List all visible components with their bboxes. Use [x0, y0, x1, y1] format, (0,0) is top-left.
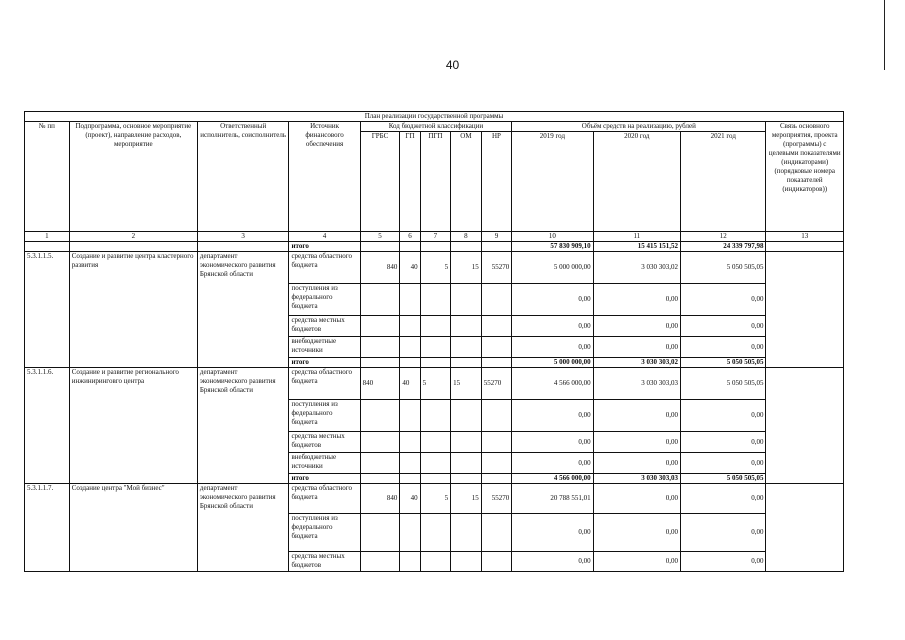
col-num: 13: [766, 232, 844, 242]
col-num: 3: [197, 232, 289, 242]
value-2020: 0,00: [593, 337, 680, 358]
source-extra: внебюджетные источники: [289, 453, 360, 474]
gp: 40: [400, 484, 420, 514]
header-source: Источник финансового обеспечения: [289, 122, 360, 232]
value-2020: 0,00: [593, 432, 680, 453]
total-2021: 5 050 505,05: [681, 474, 766, 484]
total-label: итого: [289, 242, 360, 252]
margin-line: [884, 0, 885, 70]
header-np: НР: [481, 132, 512, 232]
table-row: [25, 252, 844, 284]
value-2021: 0,00: [681, 316, 766, 337]
value-2020: 0,00: [593, 284, 680, 316]
col-num: 11: [593, 232, 680, 242]
total-2020: 15 415 151,52: [593, 242, 680, 252]
source-local: средства местных бюджетов: [289, 552, 360, 572]
gp: 40: [400, 252, 420, 284]
header-link: Связь основного мероприятия, проекта (программы) с целевыми показателями (индикаторами) (порядковые номера показателей (индикаторов)): [766, 122, 844, 232]
value-2020: 0,00: [593, 453, 680, 474]
source-local: средства местных бюджетов: [289, 432, 360, 453]
total-2019: 5 000 000,00: [512, 358, 593, 368]
table-row: [25, 368, 844, 400]
table-row: [25, 484, 844, 514]
source-local: средства местных бюджетов: [289, 316, 360, 337]
row-name: Создание и развитие центра кластерного развития: [69, 252, 197, 368]
value-2021: 0,00: [681, 514, 766, 552]
row-number: 5.3.1.1.5.: [25, 252, 70, 368]
np: 55270: [481, 252, 512, 284]
col-num: 10: [512, 232, 593, 242]
top-total-row: [25, 242, 844, 252]
grbs: 840: [360, 368, 400, 400]
om: 15: [451, 368, 482, 400]
value-2021: 0,00: [681, 432, 766, 453]
source-federal: поступления из федерального бюджета: [289, 400, 360, 432]
value-2020: 3 030 303,02: [593, 252, 680, 284]
col-num: 6: [400, 232, 420, 242]
total-2021: 24 339 797,98: [681, 242, 766, 252]
row-responsible: департамент экономического развития Брянской области: [197, 484, 289, 572]
source-regional: средства областного бюджета: [289, 252, 360, 284]
value-2019: 4 566 000,00: [512, 368, 593, 400]
row-name: Создание и развитие регионального инжиниринговго центра: [69, 368, 197, 484]
total-2020: 3 030 303,02: [593, 358, 680, 368]
value-2019: 0,00: [512, 552, 593, 572]
header-2019: 2019 год: [512, 132, 593, 232]
header-grbs: ГРБС: [360, 132, 400, 232]
value-2021: 0,00: [681, 400, 766, 432]
col-num: 9: [481, 232, 512, 242]
grbs: 840: [360, 484, 400, 514]
header-responsible: Ответственный исполнитель, соисполнитель: [197, 122, 289, 232]
source-regional: средства областного бюджета: [289, 484, 360, 514]
value-2019: 0,00: [512, 400, 593, 432]
header-2021: 2021 год: [681, 132, 766, 232]
table-title: План реализации государственной программы: [25, 112, 844, 122]
source-total: итого: [289, 358, 360, 368]
total-2020: 3 030 303,03: [593, 474, 680, 484]
value-2020: 3 030 303,03: [593, 368, 680, 400]
om: 15: [451, 484, 482, 514]
col-num: 7: [420, 232, 451, 242]
value-2019: 0,00: [512, 514, 593, 552]
col-num: 4: [289, 232, 360, 242]
source-regional: средства областного бюджета: [289, 368, 360, 400]
row-number: 5.3.1.1.7.: [25, 484, 70, 572]
column-numbers-row: [25, 232, 844, 242]
value-2019: 5 000 000,00: [512, 252, 593, 284]
value-2020: 0,00: [593, 316, 680, 337]
total-2021: 5 050 505,05: [681, 358, 766, 368]
value-2019: 20 788 551,01: [512, 484, 593, 514]
value-2020: 0,00: [593, 484, 680, 514]
value-2021: 0,00: [681, 284, 766, 316]
source-extra: внебюджетные источники: [289, 337, 360, 358]
header-om: ОМ: [451, 132, 482, 232]
header-n: № пп: [25, 122, 70, 232]
source-federal: поступления из федерального бюджета: [289, 514, 360, 552]
source-total: итого: [289, 474, 360, 484]
value-2021: 0,00: [681, 552, 766, 572]
value-2019: 0,00: [512, 337, 593, 358]
value-2021: 0,00: [681, 337, 766, 358]
row-number: 5.3.1.1.6.: [25, 368, 70, 484]
value-2020: 0,00: [593, 552, 680, 572]
total-2019: 4 566 000,00: [512, 474, 593, 484]
value-2021: 0,00: [681, 484, 766, 514]
grbs: 840: [360, 252, 400, 284]
pgp: 5: [420, 252, 451, 284]
row-responsible: департамент экономического развития Брянской области: [197, 368, 289, 484]
row-name: Создание центра "Мой бизнес": [69, 484, 197, 572]
value-2021: 0,00: [681, 453, 766, 474]
col-num: 2: [69, 232, 197, 242]
header-volume: Объём средств на реализацию, рублей: [512, 122, 766, 132]
value-2020: 0,00: [593, 400, 680, 432]
col-num: 12: [681, 232, 766, 242]
value-2019: 0,00: [512, 316, 593, 337]
om: 15: [451, 252, 482, 284]
value-2021: 5 050 505,05: [681, 368, 766, 400]
value-2019: 0,00: [512, 284, 593, 316]
page-number: 40: [445, 58, 460, 72]
pgp: 5: [420, 368, 451, 400]
value-2019: 0,00: [512, 453, 593, 474]
header-pgp: ПГП: [420, 132, 451, 232]
col-num: 1: [25, 232, 70, 242]
header-gp: ГП: [400, 132, 420, 232]
program-plan-table: [24, 111, 844, 572]
col-num: 5: [360, 232, 400, 242]
total-2019: 57 830 909,10: [512, 242, 593, 252]
col-num: 8: [451, 232, 482, 242]
np: 55270: [481, 484, 512, 514]
value-2020: 0,00: [593, 514, 680, 552]
np: 55270: [481, 368, 512, 400]
gp: 40: [400, 368, 420, 400]
header-2020: 2020 год: [593, 132, 680, 232]
header-kbk: Код бюджетной классификации: [360, 122, 512, 132]
row-responsible: департамент экономического развития Брянской области: [197, 252, 289, 368]
header-subprogram: Подпрограмма, основное мероприятие (проект), направление расходов, мероприятие: [69, 122, 197, 232]
pgp: 5: [420, 484, 451, 514]
value-2019: 0,00: [512, 432, 593, 453]
source-federal: поступления из федерального бюджета: [289, 284, 360, 316]
value-2021: 5 050 505,05: [681, 252, 766, 284]
